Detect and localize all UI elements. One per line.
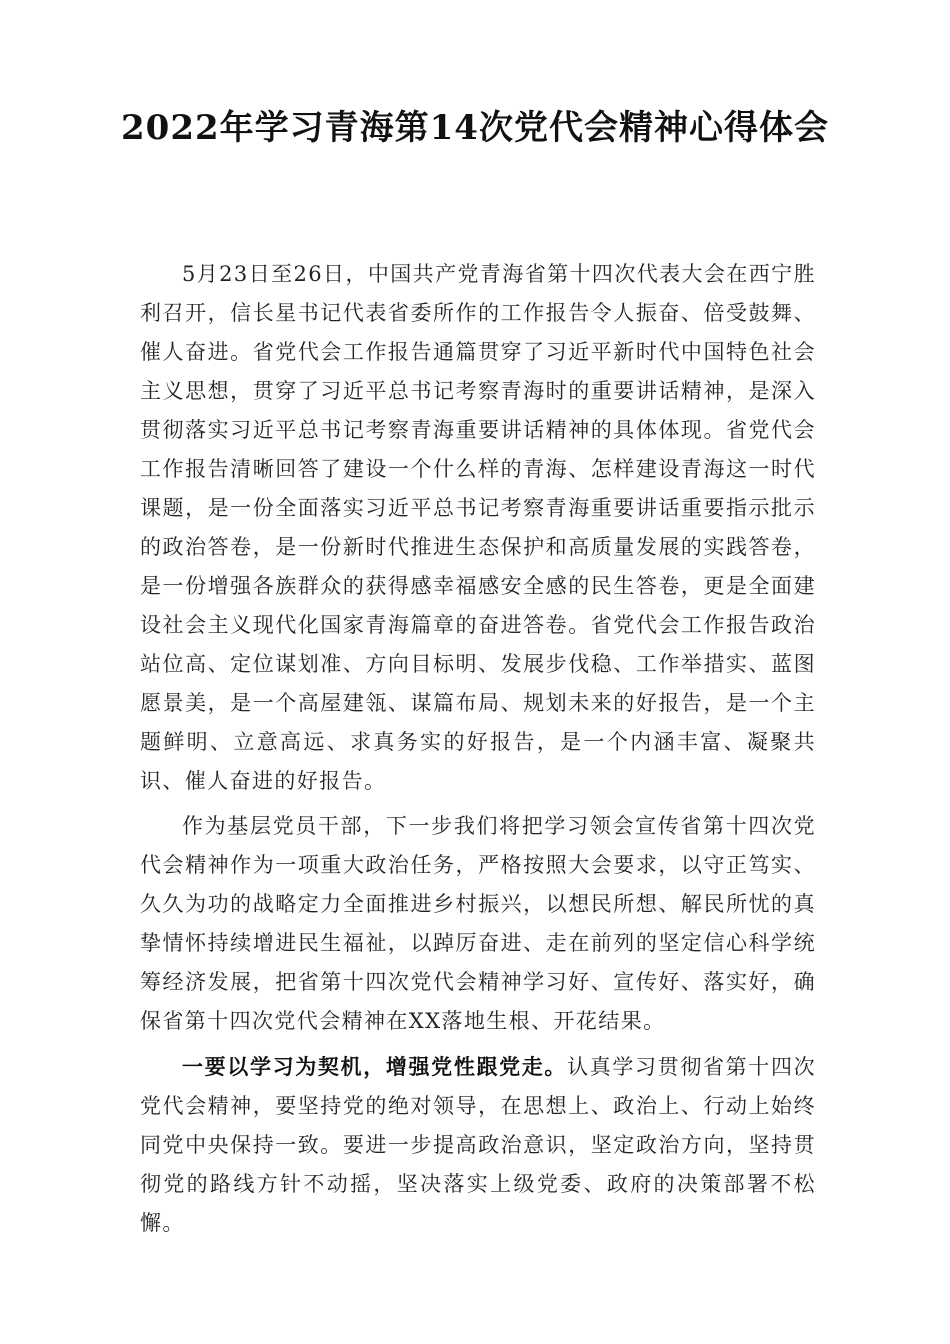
document-title: 2022年学习青海第14次党代会精神心得体会 (121, 108, 829, 148)
paragraph-1: 5月23日至26日，中国共产党青海省第十四次代表大会在西宁胜利召开，信长星书记代表省委所作的工作报告令人振奋、倍受鼓舞、催人奋进。省党代会工作报告通篇贯穿了习近平新时代中国特色社会主义思想，贯穿了习近平总书记考察青海时的重要讲话精神，是深入贯彻落实习近平总书记考察青海重要讲话精神的具体体现。省党代会工作报告清晰回答了建设一个什么样的青海、怎样建设青海这一时代课题，是一份全面落实习近平总书记考察青海重要讲话重要指示批示的政治答卷，是一份新时代推进生态保护和高质量发展的实践答卷，是一份增强各族群众的获得感幸福感安全感的民生答卷，更是全面建设社会主义现代化国家青海篇章的奋进答卷。省党代会工作报告政治站位高、定位谋划准、方向目标明、发展步伐稳、工作举措实、蓝图愿景美，是一个高屋建瓴、谋篇布局、规划未来的好报告，是一个主题鲜明、立意高远、求真务实的好报告，是一个内涵丰富、凝聚共识、催人奋进的好报告。 (140, 262, 816, 793)
paragraph-3-text: 认真学习贯彻省第十四次党代会精神，要坚持党的绝对领导，在思想上、政治上、行动上始终同党中央保持一致。要进一步提高政治意识，坚定政治方向，坚持贯彻党的路线方针不动摇，坚决落实上级党委、政府的决策部署不松懈。 (140, 1055, 816, 1235)
paragraph-2: 作为基层党员干部，下一步我们将把学习领会宣传省第十四次党代会精神作为一项重大政治任务，严格按照大会要求，以守正笃实、久久为功的战略定力全面推进乡村振兴，以想民所想、解民所忧的真挚情怀持续增进民生福祉，以踔厉奋进、走在前列的坚定信心科学统筹经济发展，把省第十四次党代会精神学习好、宣传好、落实好，确保省第十四次党代会精神在XX落地生根、开花结果。 (140, 814, 816, 1033)
paragraph-3 (140, 1047, 816, 1243)
document-body (140, 255, 816, 1249)
paragraph-3-lead: 一要以学习为契机，增强党性跟党走。 (182, 1054, 568, 1079)
